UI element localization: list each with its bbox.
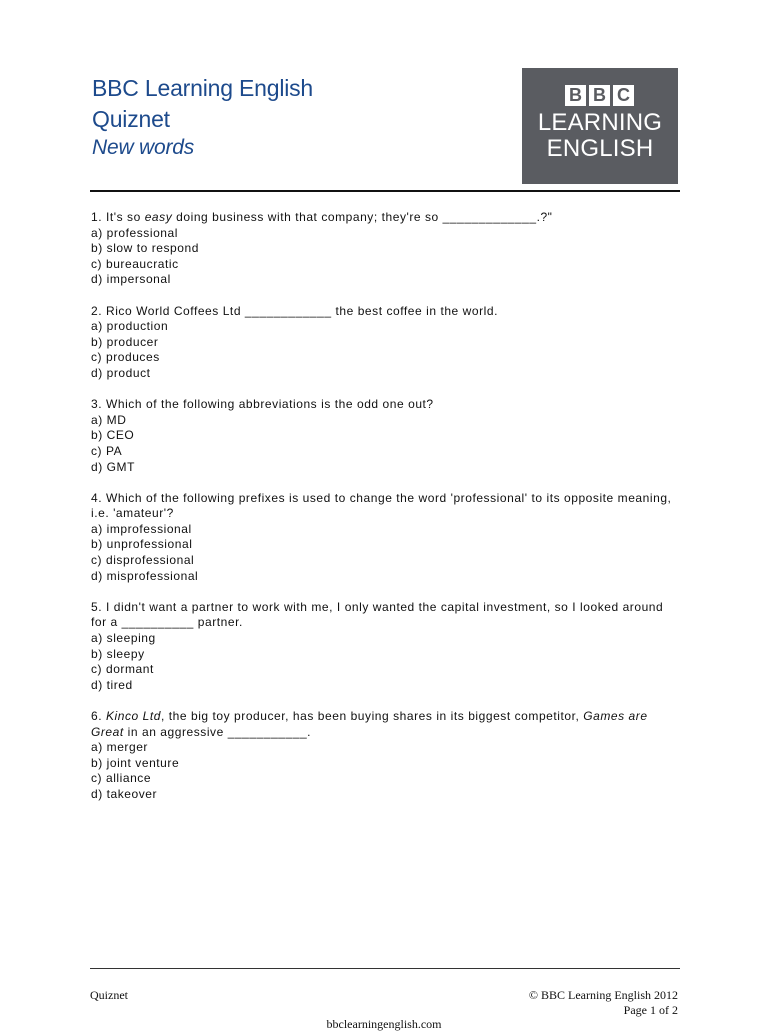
bbc-learning-english-logo bbox=[522, 68, 678, 184]
bbc-letter-c: C bbox=[613, 85, 634, 106]
answer-option: c) PA bbox=[91, 443, 123, 458]
answer-option: a) sleeping bbox=[91, 631, 156, 646]
question-text-italic: Kinco Ltd bbox=[106, 709, 161, 723]
header-divider bbox=[90, 190, 680, 192]
footer-label: Quiznet bbox=[90, 988, 128, 1002]
question-text-segment: 4. Which of the following prefixes is used to change the word 'professional' to its opposite meaning, i.e. 'amateur'? bbox=[91, 490, 672, 521]
document-title: BBC Learning English bbox=[92, 75, 314, 101]
document-header bbox=[0, 0, 768, 200]
bbc-letter-b1: B bbox=[565, 85, 586, 106]
page-number: Page 1 of 2 bbox=[623, 1003, 678, 1017]
question-text-segment: doing business with that company; they're so _____________.?" bbox=[172, 210, 553, 224]
answer-option: d) takeover bbox=[91, 786, 158, 801]
answer-option: d) tired bbox=[91, 677, 133, 692]
quiz-question-list bbox=[91, 210, 681, 818]
answer-option: c) alliance bbox=[91, 771, 152, 786]
question-text-segment: 3. Which of the following abbreviations is the odd one out? bbox=[91, 397, 434, 412]
answer-option: a) production bbox=[91, 319, 169, 334]
bbc-letter-b2: B bbox=[589, 85, 610, 106]
answer-option: d) GMT bbox=[91, 459, 135, 474]
answer-option: a) professional bbox=[91, 225, 178, 240]
footer-copyright: © BBC Learning English 2012 bbox=[528, 988, 678, 1002]
question-block bbox=[91, 600, 681, 694]
answer-option: c) bureaucratic bbox=[91, 256, 179, 271]
question-block bbox=[91, 397, 681, 475]
footer-info bbox=[529, 988, 678, 1018]
answer-option: b) joint venture bbox=[91, 755, 180, 770]
answer-option: a) MD bbox=[91, 412, 127, 427]
logo-text-learning: LEARNING bbox=[537, 109, 663, 136]
question-text-segment: , the big toy producer, has been buying shares in its biggest competitor, bbox=[160, 709, 584, 723]
question-block bbox=[91, 210, 681, 288]
question-text bbox=[91, 397, 681, 413]
footer-url: bbclearningenglish.com bbox=[326, 1017, 442, 1031]
answer-option: a) merger bbox=[91, 740, 148, 755]
logo-text-english: ENGLISH bbox=[546, 135, 654, 162]
answer-option: b) CEO bbox=[91, 428, 135, 443]
question-block bbox=[91, 709, 681, 803]
answer-option: d) misprofessional bbox=[91, 568, 199, 583]
question-block bbox=[91, 304, 681, 382]
question-text-segment: 2. Rico World Coffees Ltd ____________ the best coffee in the world. bbox=[91, 303, 498, 318]
footer-divider bbox=[90, 968, 680, 969]
question-text bbox=[91, 304, 681, 320]
answer-option: b) unprofessional bbox=[91, 537, 193, 552]
question-text-segment: 1. It's so bbox=[91, 210, 145, 224]
question-text-segment: in an aggressive ___________. bbox=[123, 724, 312, 739]
question-text-segment: 6. bbox=[91, 709, 106, 723]
answer-option: b) sleepy bbox=[91, 646, 145, 661]
answer-option: d) product bbox=[91, 365, 151, 380]
answer-option: a) improfessional bbox=[91, 521, 192, 536]
answer-option: b) producer bbox=[91, 334, 159, 349]
answer-option: b) slow to respond bbox=[91, 241, 199, 256]
question-text bbox=[91, 491, 681, 522]
question-text-segment: 5. I didn't want a partner to work with me, I only wanted the capital investment, so I looked around for a __________ partner. bbox=[91, 599, 664, 630]
question-text-italic: easy bbox=[144, 210, 173, 224]
document-subtitle: New words bbox=[92, 136, 195, 159]
answer-option: c) disprofessional bbox=[91, 553, 195, 568]
question-text bbox=[91, 709, 681, 740]
question-text bbox=[91, 600, 681, 631]
question-text-italic: Games are Great bbox=[91, 709, 648, 739]
question-block bbox=[91, 491, 681, 585]
answer-option: d) impersonal bbox=[91, 272, 171, 287]
question-text bbox=[91, 210, 681, 226]
answer-option: c) produces bbox=[91, 350, 160, 365]
document-series: Quiznet bbox=[92, 106, 170, 132]
answer-option: c) dormant bbox=[91, 662, 154, 677]
bbc-letter-blocks bbox=[565, 85, 634, 106]
